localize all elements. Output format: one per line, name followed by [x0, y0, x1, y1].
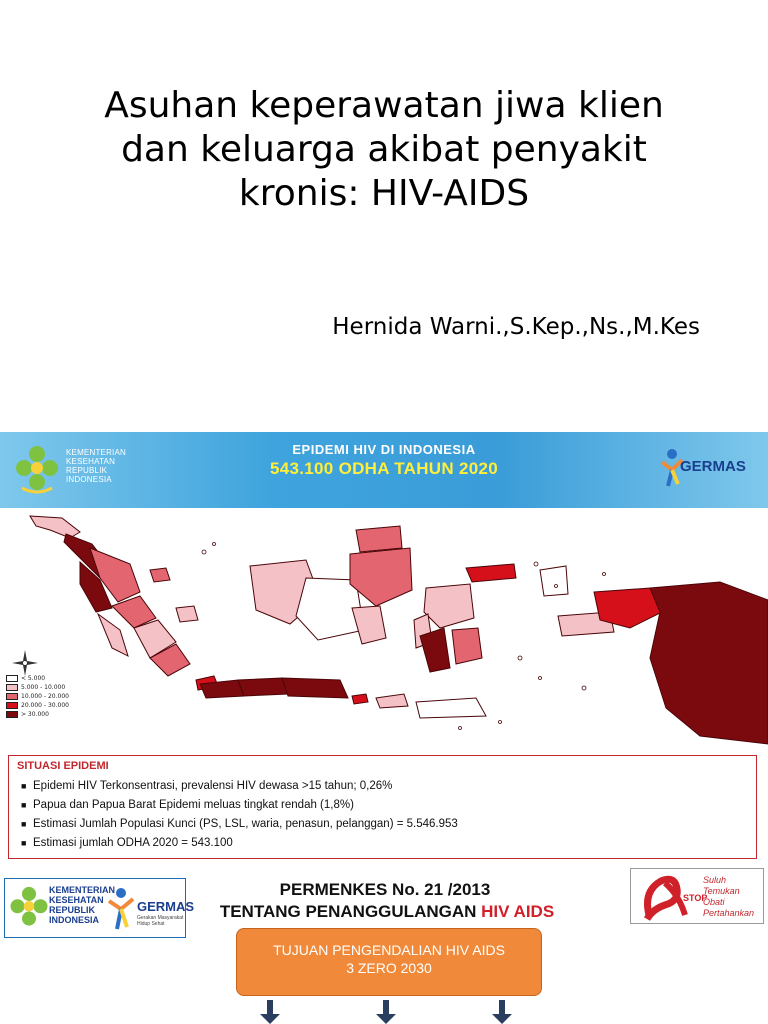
- legend-swatch: [6, 693, 18, 700]
- stop-line-1: Suluh: [703, 875, 727, 885]
- stop-line-2: Temukan: [703, 886, 740, 896]
- legend-label: 10.000 - 20.000: [21, 692, 69, 700]
- germas-wordmark: GERMAS: [137, 899, 195, 914]
- stop-tagline: [703, 875, 754, 919]
- legend-row: [6, 710, 86, 718]
- stop-label: STOP: [683, 893, 708, 903]
- list-item: [17, 834, 748, 853]
- tujuan-line-1: TUJUAN PENGENDALIAN HIV AIDS: [273, 942, 505, 958]
- list-item-text: Epidemi HIV Terkonsentrasi, prevalensi HIV dewasa >15 tahun; 0,26%: [33, 780, 393, 792]
- province-kalsel: [352, 606, 386, 644]
- province-aceh: [30, 516, 80, 538]
- org-line-2: KESEHATAN: [49, 895, 104, 905]
- province-babel: [176, 606, 198, 622]
- legend-row: [6, 674, 86, 682]
- permenkes-subtitle: [190, 902, 584, 922]
- org-line-3: REPUBLIK: [49, 905, 96, 915]
- province-kepri: [150, 568, 170, 582]
- bullet-icon: ■: [21, 819, 27, 829]
- legend-label: 5.000 - 10.000: [21, 683, 66, 691]
- list-item: [17, 796, 748, 815]
- legend-label: 20.000 - 30.000: [21, 701, 69, 709]
- legend-swatch: [6, 711, 18, 718]
- germas-wordmark: GERMAS: [680, 458, 746, 475]
- down-arrow-icon: [490, 1000, 514, 1024]
- stop-hiv-logo: [630, 868, 764, 924]
- situasi-list: [17, 777, 748, 853]
- province-papua: [650, 582, 768, 744]
- province-sultra: [452, 628, 482, 664]
- permenkes-subtitle-highlight: HIV AIDS: [481, 902, 555, 921]
- author-name: Hernida Warni.,S.Kep.,Ns.,M.Kes: [332, 314, 700, 340]
- legend-row: [6, 692, 86, 700]
- bullet-icon: ■: [21, 800, 27, 810]
- bullet-icon: ■: [21, 781, 27, 791]
- legend-label: < 5.000: [21, 674, 46, 682]
- list-item: [17, 777, 748, 796]
- legend-swatch: [6, 684, 18, 691]
- down-arrow-icon: [258, 1000, 282, 1024]
- org-line-4: INDONESIA: [66, 475, 112, 484]
- province-kalut: [356, 526, 402, 552]
- title-slide: [0, 0, 768, 432]
- list-item: [17, 815, 748, 834]
- tujuan-line-2: 3 ZERO 2030: [346, 960, 432, 976]
- province-ntb: [376, 694, 408, 708]
- compass-rose-icon: [12, 650, 38, 676]
- tujuan-box: [236, 928, 542, 996]
- legend-label: > 30.000: [21, 710, 49, 718]
- org-line-2: KESEHATAN: [66, 457, 116, 466]
- red-ribbon-icon: [635, 871, 708, 921]
- province-ntt: [416, 698, 486, 718]
- germas-logo: [660, 442, 760, 500]
- province-jatim: [282, 678, 348, 698]
- org-line-1: KEMENTERIAN: [66, 448, 126, 457]
- permenkes-title: PERMENKES No. 21 /2013: [279, 880, 491, 899]
- map-legend: [6, 674, 86, 719]
- bullet-icon: ■: [21, 838, 27, 848]
- permenkes-subtitle-prefix: TENTANG PENANGGULANGAN: [219, 902, 482, 921]
- title-line-2: dan keluarga akibat penyakit: [121, 129, 647, 170]
- list-item-text: Estimasi jumlah ODHA 2020 = 543.100: [33, 837, 233, 849]
- kemenkes-logo-icon: [7, 885, 51, 931]
- list-item-text: Estimasi Jumlah Populasi Kunci (PS, LSL, waria, penasun, pelanggan) = 5.546.953: [33, 818, 458, 830]
- province-sulsel: [420, 628, 450, 672]
- situasi-title: SITUASI EPIDEMI: [17, 760, 109, 772]
- legend-swatch: [6, 702, 18, 709]
- down-arrow-icon: [374, 1000, 398, 1024]
- kemenkes-org-name: [66, 448, 146, 484]
- germas-tagline: Gerakan Masyarakat Hidup Sehat: [137, 915, 184, 927]
- slide-title: [60, 84, 708, 216]
- title-line-1: Asuhan keperawatan jiwa klien: [104, 85, 664, 126]
- province-malut: [540, 566, 568, 596]
- province-sulut: [466, 564, 516, 582]
- province-bali: [352, 694, 368, 704]
- situasi-epidemi-box: [8, 755, 757, 859]
- banner-heading: EPIDEMI HIV DI INDONESIA: [292, 442, 476, 457]
- permenkes-slide: [0, 864, 768, 1024]
- province-jateng: [238, 678, 288, 696]
- province-kaltim: [350, 548, 412, 606]
- banner-subheading: 543.100 ODHA TAHUN 2020: [270, 459, 498, 478]
- kemenkes-logo-icon: [12, 444, 62, 496]
- legend-row: [6, 701, 86, 709]
- title-line-3: kronis: HIV-AIDS: [238, 173, 530, 214]
- province-bengkulu: [98, 614, 128, 656]
- stop-line-3: Obati: [703, 897, 725, 907]
- org-line-4: INDONESIA: [49, 915, 100, 925]
- legend-row: [6, 683, 86, 691]
- kemenkes-germas-logo: [4, 878, 195, 938]
- stop-line-4: Pertahankan: [703, 908, 755, 918]
- list-item-text: Papua dan Papua Barat Epidemi meluas tingkat rendah (1,8%): [33, 799, 354, 811]
- indonesia-hiv-map: [0, 508, 768, 748]
- org-line-3: REPUBLIK: [66, 466, 108, 475]
- epidemic-banner: [0, 432, 768, 508]
- province-map: [0, 508, 768, 748]
- legend-swatch: [6, 675, 18, 682]
- province-sulteng: [424, 584, 474, 628]
- org-line-1: KEMENTERIAN: [49, 885, 116, 895]
